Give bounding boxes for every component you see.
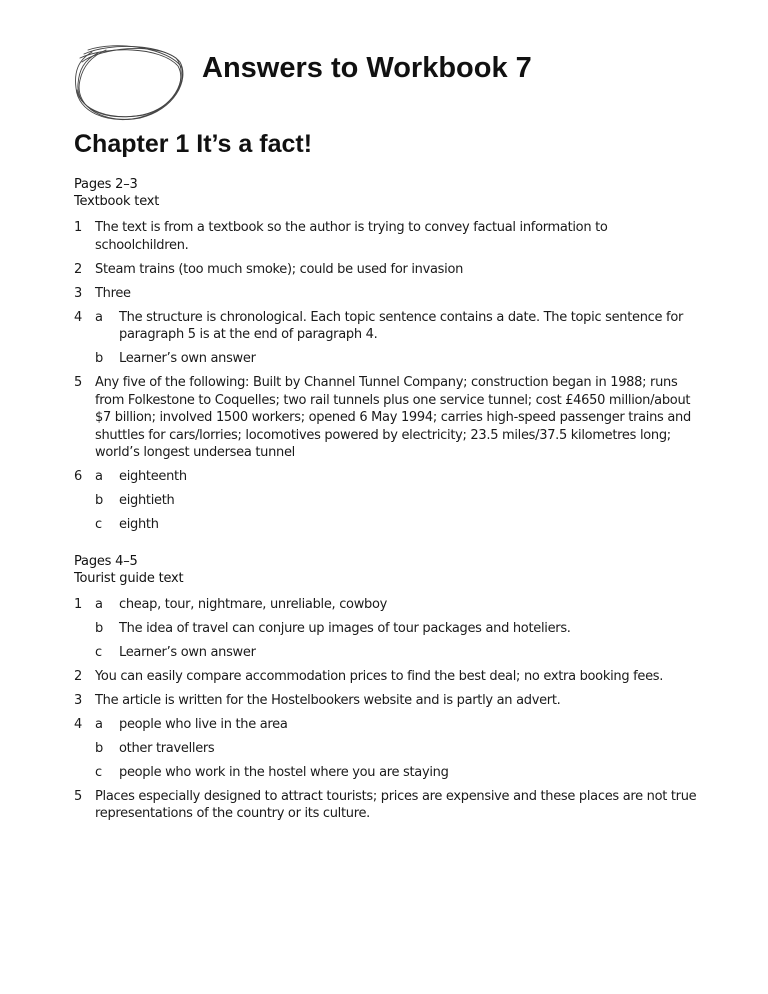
answer-number: 5 [74, 375, 82, 390]
answer-number: 3 [74, 285, 82, 301]
scribble-circle-logo [70, 40, 188, 122]
answer-subitem [95, 764, 702, 782]
answer-subitem [95, 740, 702, 758]
answer-letter: b [95, 493, 103, 508]
answer-number: 3 [74, 692, 82, 708]
section-heading: Tourist guide text [74, 570, 184, 586]
chapter-title: Chapter 1 It’s a fact! [74, 130, 313, 158]
answer-section [74, 553, 702, 823]
answer-text: people who live in the area [119, 716, 288, 732]
answer-subitem [95, 468, 702, 486]
answers-content [74, 176, 702, 842]
answer-section [74, 176, 702, 534]
answer-item [74, 261, 702, 279]
answer-text: The idea of travel can conjure up images of tour packages and hoteliers. [119, 620, 571, 636]
answer-text: Learner’s own answer [119, 644, 256, 660]
answer-number: 1 [74, 220, 82, 235]
answer-letter: a [95, 596, 103, 612]
answer-number: 4 [74, 309, 82, 325]
answer-letter: c [95, 644, 102, 660]
answer-number: 5 [74, 788, 82, 804]
answer-text: other travellers [119, 740, 215, 756]
answer-number: 6 [74, 469, 82, 484]
answer-subitem [95, 516, 702, 534]
answer-item [74, 374, 702, 462]
answer-text: The article is written for the Hostelbookers website and is partly an advert. [95, 692, 561, 708]
answer-letter: b [95, 620, 103, 636]
answer-item [74, 668, 702, 686]
answer-subitem [95, 350, 702, 368]
answer-text: The structure is chronological. Each topic sentence contains a date. The topic sentence for paragraph 5 is at the end of paragraph 4. [119, 309, 684, 342]
answer-item [74, 309, 702, 368]
answer-item [74, 219, 702, 254]
answer-letter: c [95, 517, 102, 532]
answer-subitem [95, 620, 702, 638]
answer-item [74, 788, 702, 823]
answer-text: Three [95, 285, 131, 301]
answer-number: 1 [74, 596, 82, 612]
answer-letter: a [95, 469, 103, 484]
answer-number: 2 [74, 261, 82, 277]
answer-letter: a [95, 716, 103, 732]
answer-subitem [95, 644, 702, 662]
section-heading: Textbook text [74, 194, 160, 209]
answer-text: Learner’s own answer [119, 351, 256, 366]
section-pages-label: Pages 2–3 [74, 177, 138, 192]
section-pages-label: Pages 4–5 [74, 553, 138, 569]
answer-text: You can easily compare accommodation prices to find the best deal; no extra booking fees. [95, 668, 664, 684]
answer-item [74, 468, 702, 534]
answer-text: eighth [119, 517, 159, 532]
answer-text: The text is from a textbook so the author is trying to convey factual information to schoolchildren. [95, 220, 608, 253]
answer-text: Places especially designed to attract tourists; prices are expensive and these places are not true representations of the country or its culture. [95, 788, 697, 821]
answer-text: Steam trains (too much smoke); could be used for invasion [95, 261, 464, 277]
answer-letter: b [95, 351, 103, 366]
answer-letter: c [95, 764, 102, 780]
answer-subitem [95, 596, 702, 614]
answer-subitem [95, 492, 702, 510]
answer-item [74, 596, 702, 662]
answer-letter: a [95, 309, 103, 325]
answer-text: eightieth [119, 493, 175, 508]
document-title: Answers to Workbook 7 [202, 52, 532, 84]
answer-subitem [95, 309, 702, 344]
answer-item [74, 285, 702, 303]
answer-letter: b [95, 740, 103, 756]
answer-text: cheap, tour, nightmare, unreliable, cowboy [119, 596, 388, 612]
answer-text: eighteenth [119, 469, 187, 484]
answer-number: 2 [74, 668, 82, 684]
answer-subitem [95, 716, 702, 734]
answer-item [74, 692, 702, 710]
answer-number: 4 [74, 716, 82, 732]
answer-item [74, 716, 702, 782]
answer-text: Any five of the following: Built by Channel Tunnel Company; construction began in 1988; runs from Folkestone to Coquelles; two rail tunnels plus one service tunnel; cost £4650 million/about $7 billion; involved 1500 workers; opened 6 May 1994; carries high-speed passenger trains and shuttles for cars/lorries; locomotives powered by electricity; 23.5 miles/37.5 kilometres long; world’s longest undersea tunnel [95, 375, 691, 460]
answer-text: people who work in the hostel where you are staying [119, 764, 449, 780]
